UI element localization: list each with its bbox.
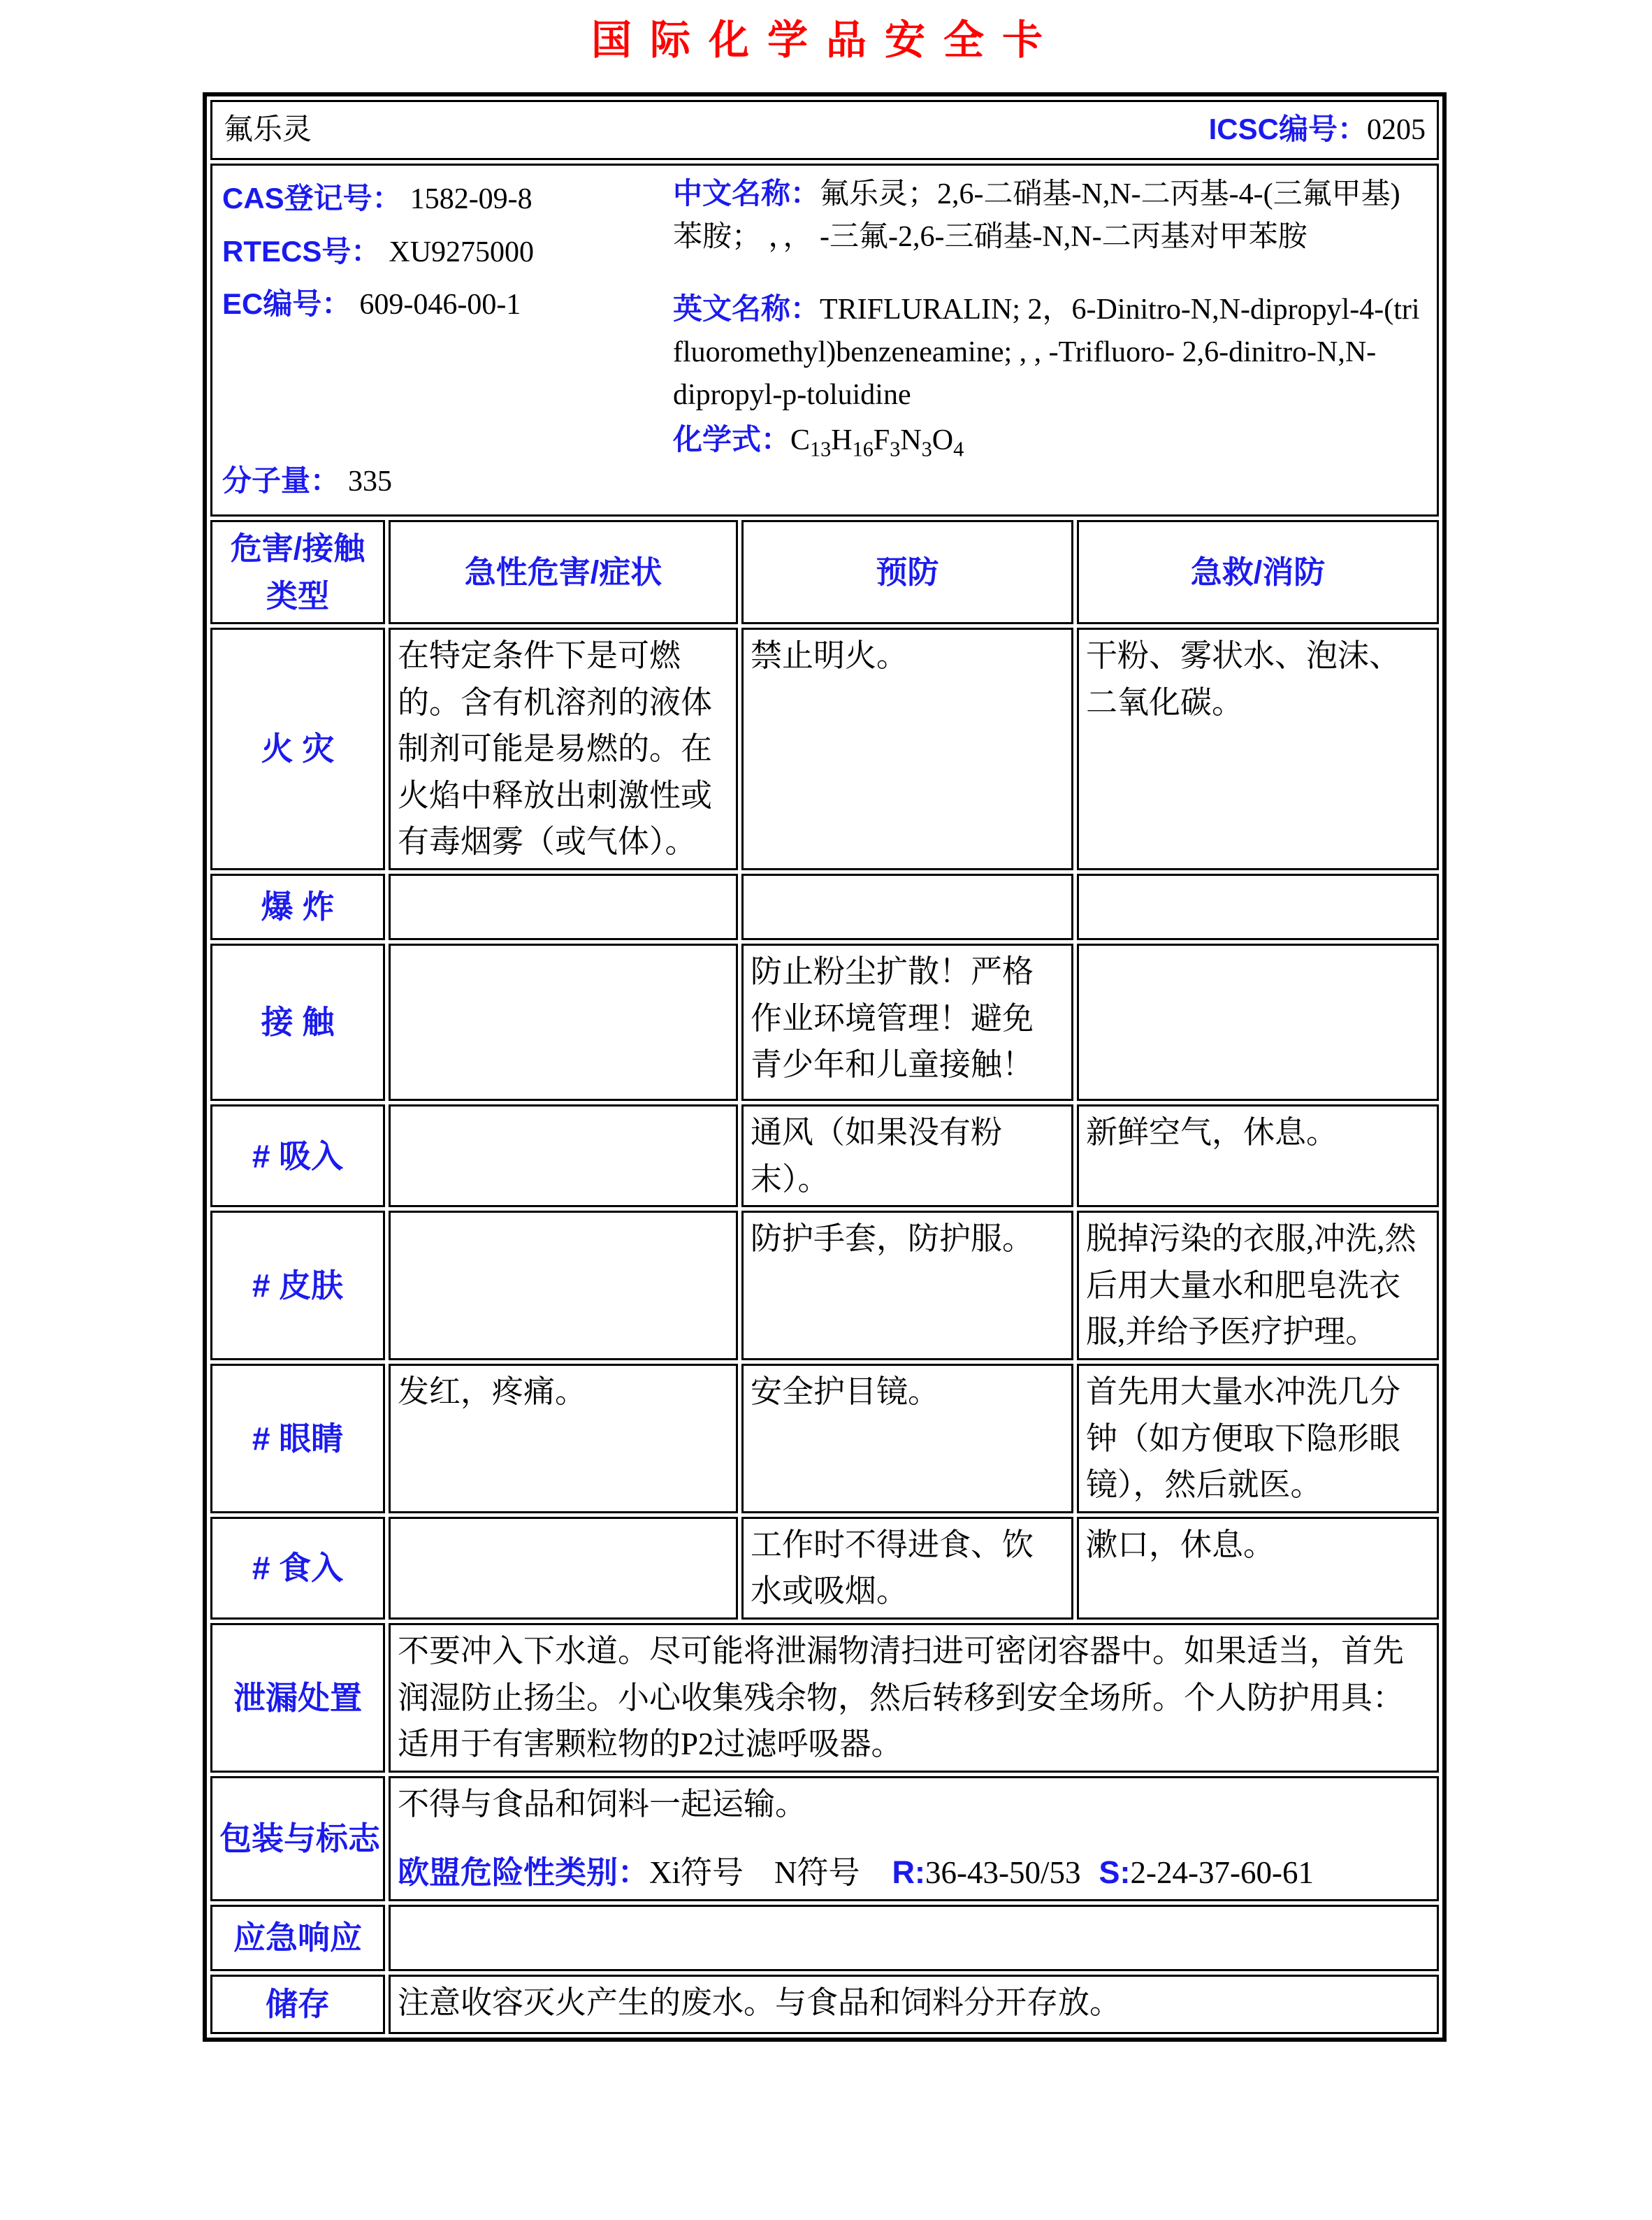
icsc-number-label: ICSC编号： xyxy=(1208,113,1367,146)
col-header-hazard-type: 危害/接触类型 xyxy=(210,520,385,624)
eu-hazard-class-line xyxy=(398,1850,1430,1896)
table-row xyxy=(210,1211,1439,1360)
eyes-symptoms-cell: 发红，疼痛。 xyxy=(389,1364,738,1513)
spill-text-cell: 不要冲入下水道。尽可能将泄漏物清扫进可密闭容器中。如果适当，首先润湿防止扬尘。小心收集残余物，然后转移到安全场所。个人防护用具：适用于有害颗粒物的P2过滤呼吸器。 xyxy=(389,1623,1439,1773)
skin-firstaid-cell: 脱掉污染的衣服,冲洗,然后用大量水和肥皂洗衣服,并给予医疗护理。 xyxy=(1077,1211,1439,1360)
substance-name: 氟乐灵 xyxy=(224,113,312,146)
rtecs-number: RTECS号： XU9275000 xyxy=(222,234,535,268)
table-row xyxy=(210,874,1439,940)
fire-symptoms-cell: 在特定条件下是可燃的。含有机溶剂的液体制剂可能是易燃的。在火焰中释放出刺激性或有毒烟雾（或气体）。 xyxy=(389,628,738,870)
cas-number: CAS登记号： 1582-09-8 xyxy=(222,182,532,215)
exposure-firstaid-cell xyxy=(1077,944,1439,1101)
eyes-prevention-cell: 安全护目镜。 xyxy=(741,1364,1073,1513)
eu-symbol-xi: Xi符号 xyxy=(649,1855,744,1891)
row-label-eyes: # 眼睛 xyxy=(210,1364,385,1513)
s-phrases-label: S: xyxy=(1099,1854,1131,1891)
document-page xyxy=(0,7,1652,2042)
identifier-names xyxy=(673,173,1427,507)
page-title: 国际化学品安全卡 xyxy=(590,17,1061,63)
skin-prevention-cell: 防护手套，防护服。 xyxy=(741,1211,1073,1360)
table-row xyxy=(210,1517,1439,1620)
explosion-firstaid-cell xyxy=(1077,874,1439,940)
fire-firstaid-cell: 干粉、雾状水、泡沫、二氧化碳。 xyxy=(1077,628,1439,870)
row-label-emergency: 应急响应 xyxy=(210,1905,385,1971)
eyes-firstaid-cell: 首先用大量水冲洗几分钟（如方便取下隐形眼镜），然后就医。 xyxy=(1077,1364,1439,1513)
english-name: 英文名称：TRIFLURALIN; 2，6-Dinitro-N,N-dipropyl-4-(tri fluoromethyl)benzeneamine; , , -Trifluoro- 2,6-dinitro-N,N-dipropyl-p-toluidine xyxy=(673,291,1420,411)
s-phrases-value: 2-24-37-60-61 xyxy=(1130,1855,1314,1891)
row-label-ingestion: # 食入 xyxy=(210,1517,385,1620)
col-header-prevention: 预防 xyxy=(741,520,1073,624)
chemical-formula: 化学式：$C_{13}H_{16}F_3N_3O_4$ xyxy=(673,423,964,461)
row-label-storage: 储存 xyxy=(210,1975,385,2034)
inhalation-symptoms-cell xyxy=(389,1104,738,1207)
ingestion-firstaid-cell: 漱口，休息。 xyxy=(1077,1517,1439,1620)
table-row xyxy=(210,1975,1439,2034)
row-label-fire: 火 灾 xyxy=(210,628,385,870)
ingestion-symptoms-cell xyxy=(389,1517,738,1620)
table-row xyxy=(210,1776,1439,1901)
chinese-name: 中文名称：氟乐灵；2,6-二硝基-N,N-二丙基-4-(三氟甲基)苯胺； ，， -三氟-2,6-三硝基-N,N-二丙基对甲苯胺 xyxy=(673,177,1400,253)
identifier-numbers xyxy=(222,173,673,507)
table-row xyxy=(210,1104,1439,1207)
ingestion-prevention-cell: 工作时不得进食、饮水或吸烟。 xyxy=(741,1517,1073,1620)
row-label-packaging: 包装与标志 xyxy=(210,1776,385,1901)
card-header-row xyxy=(210,100,1439,160)
packaging-line1: 不得与食品和饲料一起运输。 xyxy=(398,1786,807,1822)
emergency-text-cell xyxy=(389,1905,1439,1971)
row-label-skin: # 皮肤 xyxy=(210,1211,385,1360)
r-phrases-label: R: xyxy=(892,1854,926,1891)
safety-card xyxy=(203,92,1447,2042)
col-header-firstaid: 急救/消防 xyxy=(1077,520,1439,624)
table-row xyxy=(210,1364,1439,1513)
fire-prevention-cell: 禁止明火。 xyxy=(741,628,1073,870)
inhalation-prevention-cell: 通风（如果没有粉末）。 xyxy=(741,1104,1073,1207)
table-row xyxy=(210,1905,1439,1971)
explosion-symptoms-cell xyxy=(389,874,738,940)
identifiers-cell xyxy=(210,164,1439,517)
exposure-symptoms-cell xyxy=(389,944,738,1101)
row-label-spill: 泄漏处置 xyxy=(210,1623,385,1773)
row-label-exposure: 接 触 xyxy=(210,944,385,1101)
explosion-prevention-cell xyxy=(741,874,1073,940)
row-label-inhalation: # 吸入 xyxy=(210,1104,385,1207)
storage-text-cell: 注意收容灭火产生的废水。与食品和饲料分开存放。 xyxy=(389,1975,1439,2034)
skin-symptoms-cell xyxy=(389,1211,738,1360)
inhalation-firstaid-cell: 新鲜空气，休息。 xyxy=(1077,1104,1439,1207)
chemical-formula-value: $C_{13}H_{16}F_3N_3O_4$ xyxy=(790,424,964,461)
exposure-prevention-cell: 防止粉尘扩散！严格作业环境管理！避免青少年和儿童接触！ xyxy=(741,944,1073,1101)
packaging-text-cell xyxy=(389,1776,1439,1901)
row-label-explosion: 爆 炸 xyxy=(210,874,385,940)
eu-hazard-class-label: 欧盟危险性类别： xyxy=(398,1854,650,1891)
icsc-number-value: 0205 xyxy=(1367,114,1426,147)
table-row xyxy=(210,944,1439,1101)
safety-card-table xyxy=(207,96,1442,2038)
table-row xyxy=(210,628,1439,870)
icsc-number xyxy=(1209,108,1426,152)
molecular-weight: 分子量： 335 xyxy=(222,463,393,498)
ec-number: EC编号： 609-046-00-1 xyxy=(222,287,521,321)
table-row xyxy=(210,1623,1439,1773)
eu-symbol-n: N符号 xyxy=(774,1855,860,1891)
col-header-symptoms: 急性危害/症状 xyxy=(389,520,738,624)
r-phrases-value: 36-43-50/53 xyxy=(925,1855,1081,1891)
